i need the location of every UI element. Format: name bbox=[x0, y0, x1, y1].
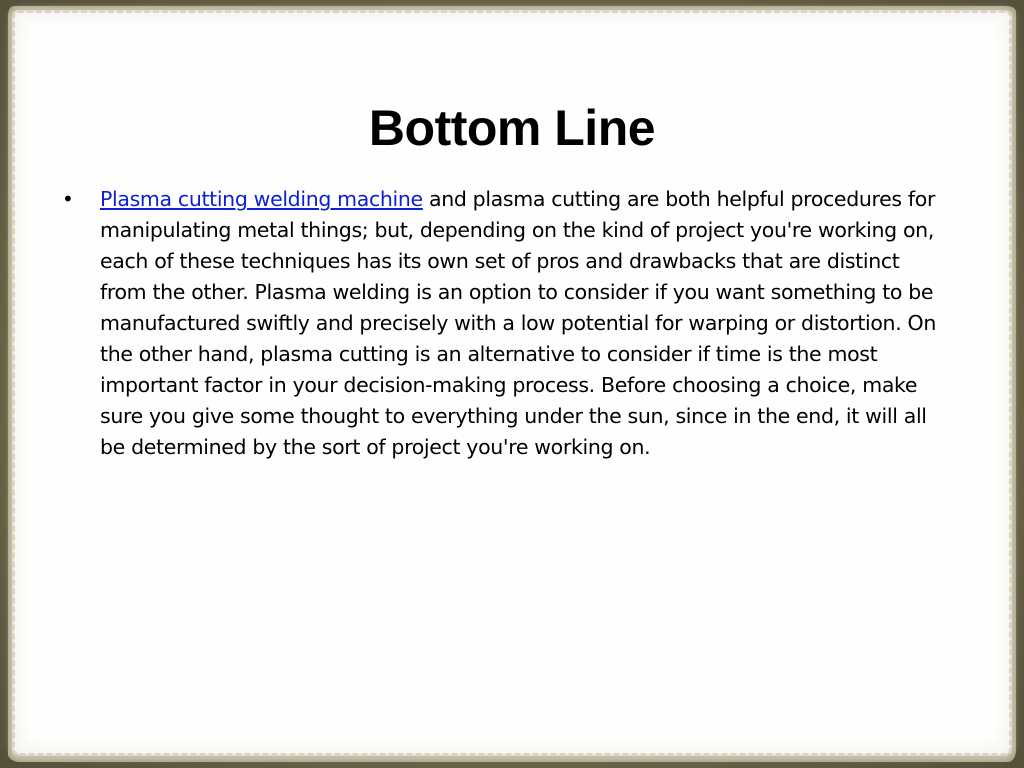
bullet-text: and plasma cutting are both helpful procedures for manipulating metal things; but, depending on the kind of project you're working on, each of these techniques has its own set of pros and drawbacks that are distinct from the other. Plasma welding is an option to consider if you want something to be manufactured swiftly and precisely with a low potential for warping or distortion. On the other hand, plasma cutting is an alternative to consider if time is the most important factor in your decision-making process. Before choosing a choice, make sure you give some thought to everything under the sun, since in the end, it will all be determined by the sort of project you're working on. bbox=[100, 187, 936, 459]
bullet-item bbox=[60, 184, 940, 463]
bullet-list bbox=[60, 184, 940, 463]
plasma-cutting-link[interactable]: Plasma cutting welding machine bbox=[100, 187, 423, 211]
slide-title: Bottom Line bbox=[368, 99, 656, 156]
bullet-icon: • bbox=[62, 187, 74, 211]
